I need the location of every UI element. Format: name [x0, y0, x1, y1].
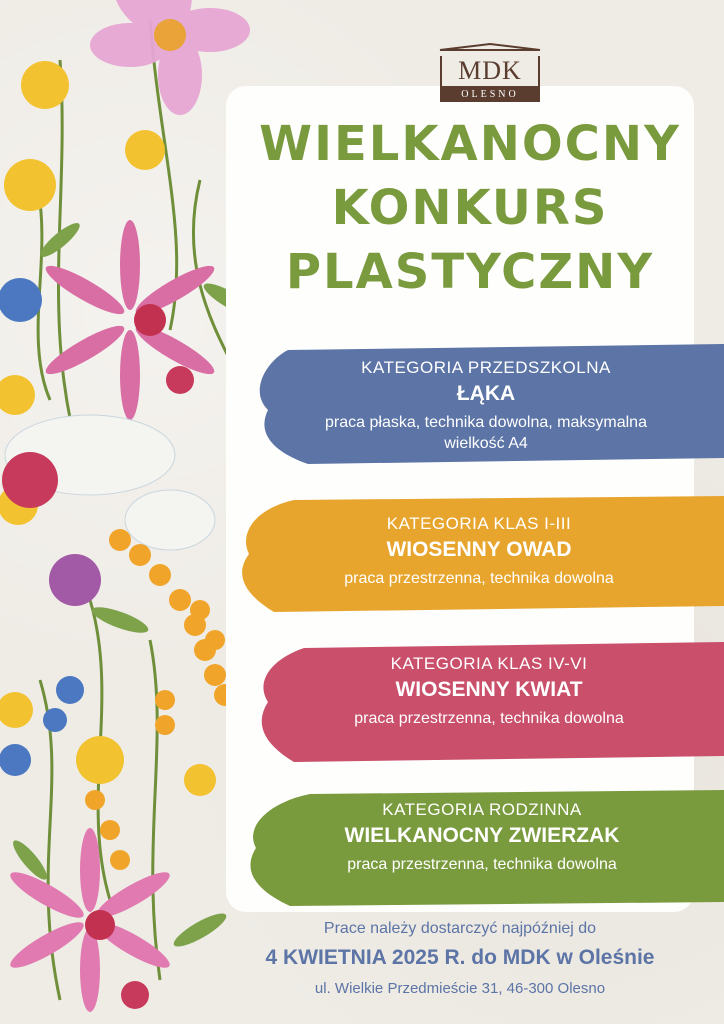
address: ul. Wielkie Przedmieście 31, 46-300 Olesno	[314, 980, 606, 997]
category-label: KATEGORIA KLAS I-III	[386, 514, 572, 533]
category-label: KATEGORIA KLAS IV-VI	[390, 654, 588, 673]
category-desc	[248, 412, 724, 454]
category-band-preschool	[248, 340, 724, 468]
category-theme: WIOSENNY KWIAT	[395, 678, 583, 701]
category-desc-line-1: praca płaska, technika dowolna, maksymalna	[325, 414, 647, 431]
title-line-3: PLASTYCZNY	[285, 244, 655, 300]
category-band-rodzinna	[240, 786, 724, 910]
deadline-intro: Prace należy dostarczyć najpóźniej do	[323, 920, 597, 937]
title-line-1: WIELKANOCNY	[259, 116, 681, 172]
logo-name: MDK	[440, 56, 540, 88]
category-theme: ŁĄKA	[456, 382, 516, 405]
deadline-date: 4 KWIETNIA 2025 R. do MDK w Oleśnie	[265, 946, 655, 969]
page-title	[240, 112, 700, 304]
deadline-info	[226, 920, 694, 997]
category-label: KATEGORIA PRZEDSZKOLNA	[361, 358, 611, 377]
category-desc: praca przestrzenna, technika dowolna	[344, 570, 614, 587]
category-theme: WIELKANOCNY ZWIERZAK	[344, 824, 620, 847]
category-band-klas-1-3	[234, 494, 724, 614]
mdk-logo	[438, 38, 542, 100]
category-desc: praca przestrzenna, technika dowolna	[347, 856, 617, 873]
category-label: KATEGORIA RODZINNA	[382, 800, 582, 819]
logo-city: OLESNO	[440, 88, 540, 102]
category-theme: WIOSENNY OWAD	[386, 538, 572, 561]
title-line-2: KONKURS	[331, 180, 609, 236]
category-band-klas-4-6	[254, 640, 724, 764]
category-desc: praca przestrzenna, technika dowolna	[354, 710, 624, 727]
category-desc-line-2: wielkość A4	[444, 435, 528, 452]
logo-roof-icon	[438, 43, 542, 51]
flower-decoration	[0, 0, 250, 1024]
